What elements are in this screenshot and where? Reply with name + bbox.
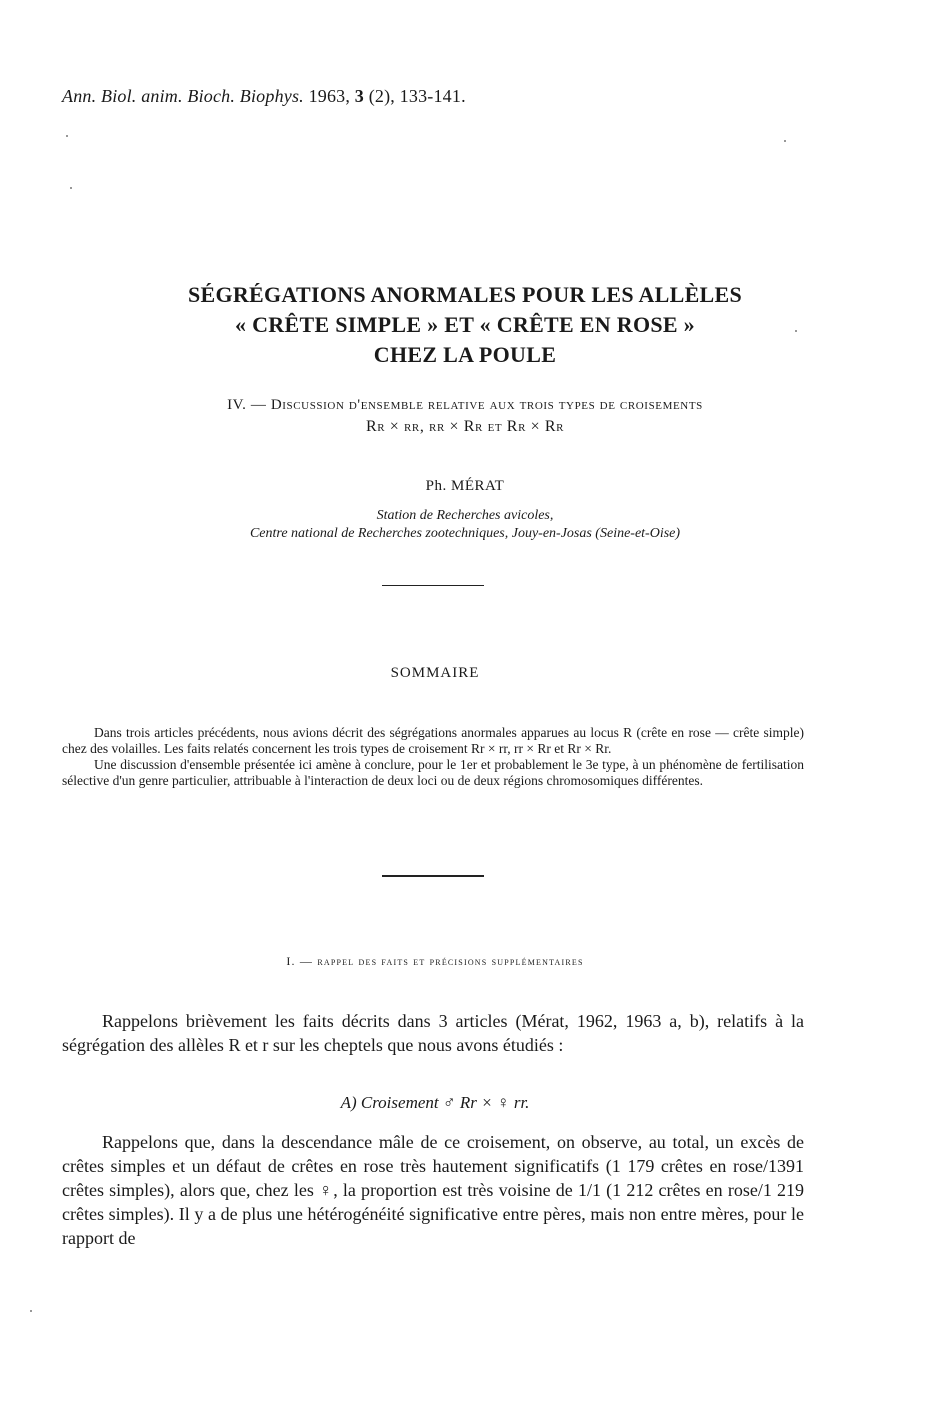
subtitle-line-2: Rr × rr, rr × Rr et Rr × Rr [365, 418, 565, 435]
abstract-separator [382, 875, 484, 877]
scan-speck [784, 140, 786, 142]
affiliation-line-1: Station de Recherches avicoles, [376, 508, 554, 523]
scan-speck [66, 135, 68, 137]
title-line-3: CHEZ LA POULE [373, 342, 557, 367]
abstract-paragraph-2: Une discussion d'ensemble présentée ici amène à conclure, pour le 1er et probablement le 3e type, à un phénomène de fertilisation sélective d'un genre particulier, attribuable à l'interaction de deux loci ou de deux régions chromosomiques différentes. [62, 757, 804, 788]
body-text-1 [62, 1009, 804, 1057]
body-text-2 [62, 1130, 804, 1250]
journal-citation [62, 86, 466, 107]
journal-name: Ann. Biol. anim. Bioch. Biophys. [62, 86, 304, 106]
paragraph-1: Rappelons brièvement les faits décrits dans 3 articles (Mérat, 1962, 1963 a, b), relatifs à la ségrégation des allèles R et r sur les cheptels que nous avons étudiés : [62, 1011, 804, 1055]
author-name: Ph. MÉRAT [425, 478, 505, 494]
paragraph-2: Rappelons que, dans la descendance mâle de ce croisement, on observe, au total, un excès de crêtes simples et un défaut de crêtes en rose très hautement significatifs (1 179 crêtes en rose/1391 crêtes simples), alors que, chez les ♀, la proportion est très voisine de 1/1 (1 212 crêtes en rose/1 219 crêtes simples). Il y a de plus une hétérogénéité significative entre pères, mais non entre mères, pour le rapport de [62, 1132, 804, 1248]
journal-year: 1963, [308, 86, 351, 106]
sommaire-heading: SOMMAIRE [390, 665, 480, 681]
abstract [62, 725, 804, 789]
section-heading: I. — rappel des faits et précisions supplémentaires [286, 954, 584, 968]
affiliation-line-2: Centre national de Recherches zootechniques, Jouy-en-Josas (Seine-et-Oise) [249, 526, 681, 541]
abstract-paragraph-1: Dans trois articles précédents, nous avions décrit des ségrégations anormales apparues au locus R (crête en rose — crête simple) chez des volailles. Les faits relatés concernent les trois types de croisement Rr × rr, rr × Rr et Rr × Rr. [62, 725, 804, 756]
scan-speck [70, 187, 72, 189]
header-separator [382, 585, 484, 586]
scan-speck [795, 330, 797, 332]
scan-speck [30, 1310, 32, 1312]
subsection-heading: A) Croisement ♂ Rr × ♀ rr. [340, 1093, 530, 1112]
journal-volume: 3 [354, 86, 364, 106]
title-line-1: SÉGRÉGATIONS ANORMALES POUR LES ALLÈLES [187, 282, 743, 307]
subtitle-line-1: IV. — Discussion d'ensemble relative aux trois types de croisements [227, 397, 703, 413]
title-line-2: « CRÊTE SIMPLE » ET « CRÊTE EN ROSE » [235, 312, 695, 337]
journal-issue-pages: (2), 133-141. [368, 86, 466, 106]
